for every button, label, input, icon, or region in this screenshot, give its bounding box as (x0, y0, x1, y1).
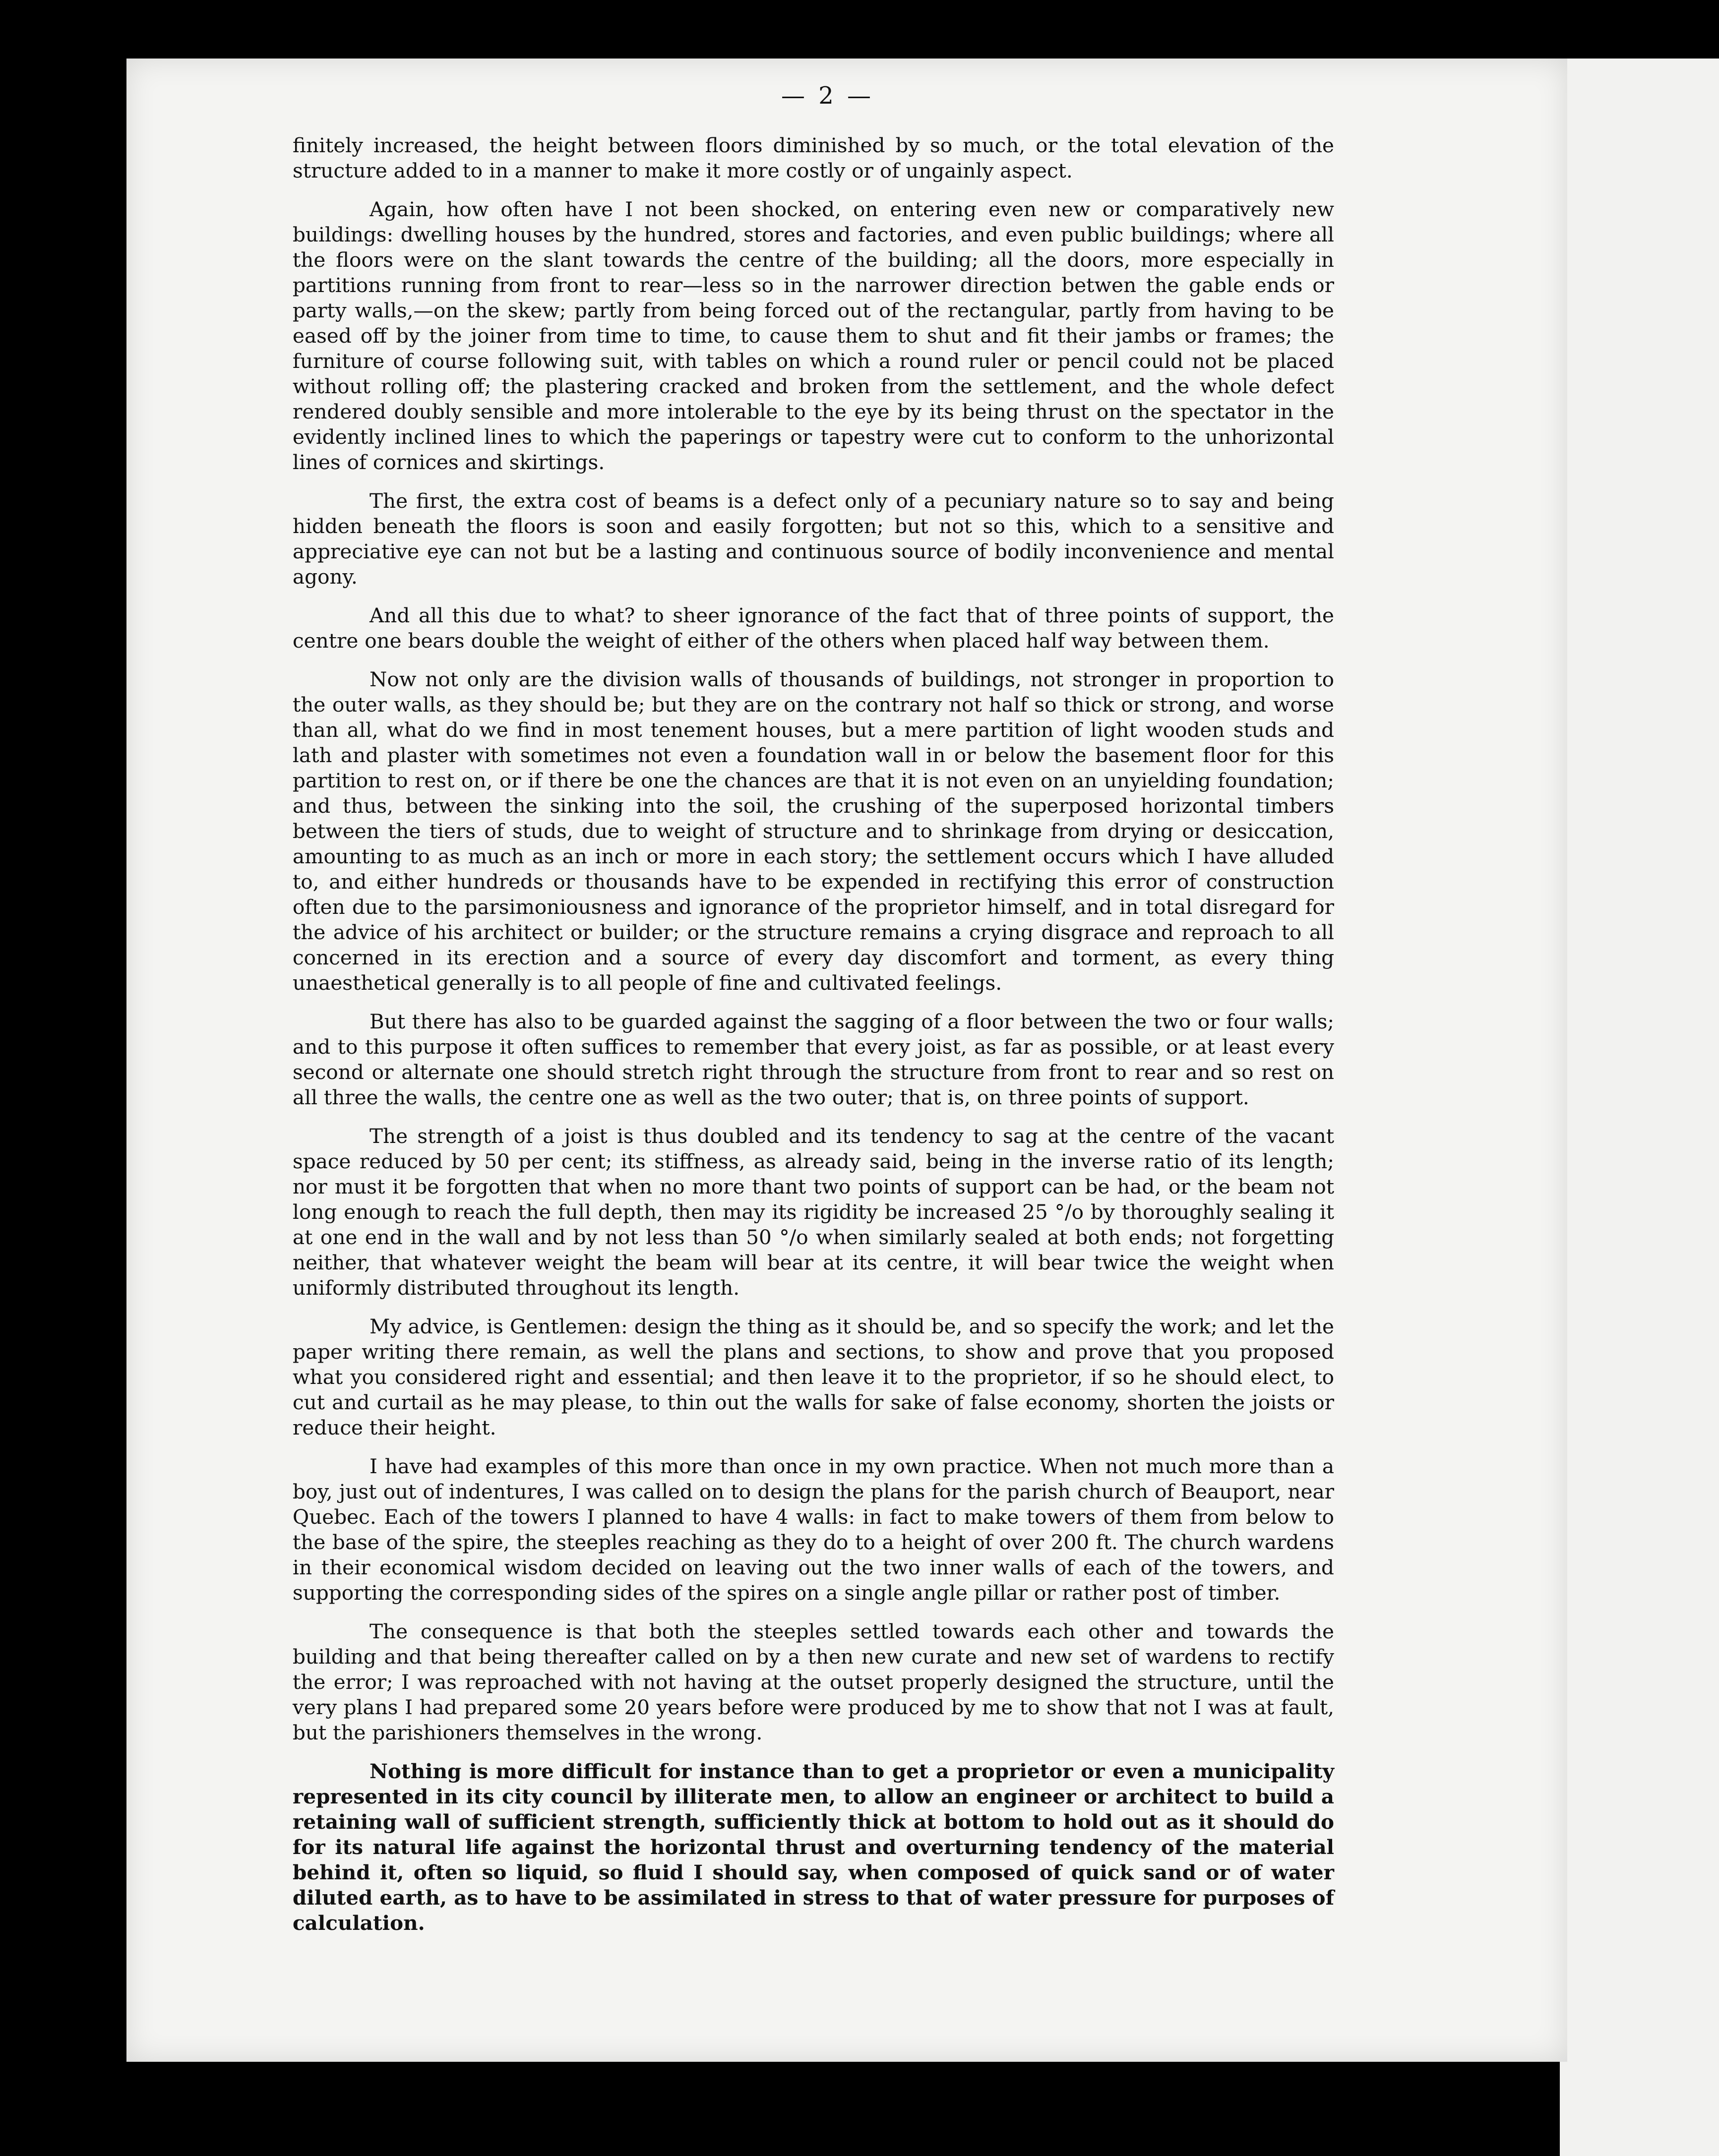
adjacent-page-strip (1557, 59, 1719, 2156)
paragraph-6: But there has also to be guarded against the sagging of a floor between the two or four walls; and to this purpose it often suffices to remember that every joist, as far as possible, or at least every second or alternate one should stretch right through the structure from front to rear and so rest on all three the walls, the centre one as well as the two outer; that is, on three points of support. (293, 1010, 1334, 1109)
paragraph-11: Nothing is more difficult for instance than to get a proprietor or even a municipality represented in its city council by illiterate men, to allow an engineer or architect to build a retaining wall of sufficient strength, sufficiently thick at bottom to hold out as it should do for its natural life against the horizontal thrust and overturning tendency of the material behind it, often so liquid, so fluid I should say, when composed of quick sand or of water diluted earth, as to have to be assimilated in stress to that of water pressure for purposes of calculation. (293, 1759, 1334, 1935)
paragraph-8: My advice, is Gentlemen: design the thing as it should be, and so specify the work; and let the paper writing there remain, as well the plans and sections, to show and prove that you proposed what you considered right and essential; and then leave it to the proprietor, if so he should elect, to cut and curtail as he may please, to thin out the walls for sake of false economy, shorten the joists or reduce their height. (293, 1315, 1334, 1439)
page-number: — 2 — (781, 82, 874, 110)
paragraph-5: Now not only are the division walls of thousands of buildings, not stronger in proportion to the outer walls, as they should be; but they are on the contrary not half so thick or strong, and worse than all, what do we find in most tenement houses, but a mere partition of light wooden studs and lath and plaster with sometimes not even a foundation wall in or below the basement floor for this partition to rest on, or if there be one the chances are that it is not even on an unyielding foundation; and thus, between the sinking into the soil, the crushing of the superposed horizontal timbers between the tiers of studs, due to weight of structure and to shrinkage from drying or desiccation, amounting to as much as an inch or more in each story; the settlement occurs which I have alluded to, and either hundreds or thousands have to be expended in rectifying this error of construction often due to the parsimoniousness and ignorance of the proprietor himself, and in total disregard for the advice of his architect or builder; or the structure remains a crying disgrace and reproach to all concerned in its erection and a source of every day discomfort and torment, as every thing unaesthetical generally is to all people of fine and cultivated feelings. (293, 667, 1334, 995)
paragraph-9: I have had examples of this more than once in my own practice. When not much more than a boy, just out of indentures, I was called on to design the plans for the parish church of Beauport, near Quebec. Each of the towers I planned to have 4 walls: in fact to make towers of them from below to the base of the spire, the steeples reaching as they do to a height of over 200 ft. The church wardens in their economical wisdom decided on leaving out the two inner walls of each of the towers, and supporting the corresponding sides of the spires on a single angle pillar or rather post of timber. (293, 1454, 1334, 1605)
paragraph-7: The strength of a joist is thus doubled and its tendency to sag at the centre of the vacant space reduced by 50 per cent; its stiffness, as already said, being in the inverse ratio of its length; nor must it be forgotten that when no more thant two points of support can be had, or the beam not long enough to reach the full depth, then may its rigidity be increased 25 °/o by thoroughly sealing it at one end in the wall and by not less than 50 °/o when similarly sealed at both ends; not forgetting neither, that whatever weight the beam will bear at its centre, it will bear twice the weight when uniformly distributed throughout its length. (293, 1124, 1334, 1300)
paragraph-3: The first, the extra cost of beams is a defect only of a pecuniary nature so to say and being hidden beneath the floors is soon and easily forgotten; but not so this, which to a sensitive and appreciative eye can not but be a lasting and continuous source of bodily inconvenience and mental agony. (293, 489, 1334, 589)
body-text (293, 133, 1334, 1949)
paragraph-4: And all this due to what? to sheer ignorance of the fact that of three points of support, the centre one bears double the weight of either of the others when placed half way between them. (293, 603, 1334, 653)
paragraph-10: The consequence is that both the steeples settled towards each other and towards the building and that being thereafter called on by a then new curate and new set of wardens to rectify the error; I was reproached with not having at the outset properly designed the structure, until the very plans I had prepared some 20 years before were produced by me to show that not I was at fault, but the parishioners themselves in the wrong. (293, 1619, 1334, 1744)
paragraph-2: Again, how often have I not been shocked, on entering even new or comparatively new buildings: dwelling houses by the hundred, stores and factories, and even public buildings; where all the floors were on the slant towards the centre of the building; all the doors, more especially in partitions running from front to rear—less so in the narrower direction betwen the gable ends or party walls,—on the skew; partly from being forced out of the rectangular, partly from having to be eased off by the joiner from time to time, to cause them to shut and fit their jambs or frames; the furniture of course following suit, with tables on which a round ruler or pencil could not be placed without rolling off; the plastering cracked and broken from the settlement, and the whole defect rendered doubly sensible and more intolerable to the eye by its being thrust on the spectator in the evidently inclined lines to which the paperings or tapestry were cut to conform to the unhorizontal lines of cornices and skirtings. (293, 197, 1334, 474)
paragraph-1: finitely increased, the height between floors diminished by so much, or the total elevation of the structure added to in a manner to make it more costly or of ungainly aspect. (293, 133, 1334, 182)
